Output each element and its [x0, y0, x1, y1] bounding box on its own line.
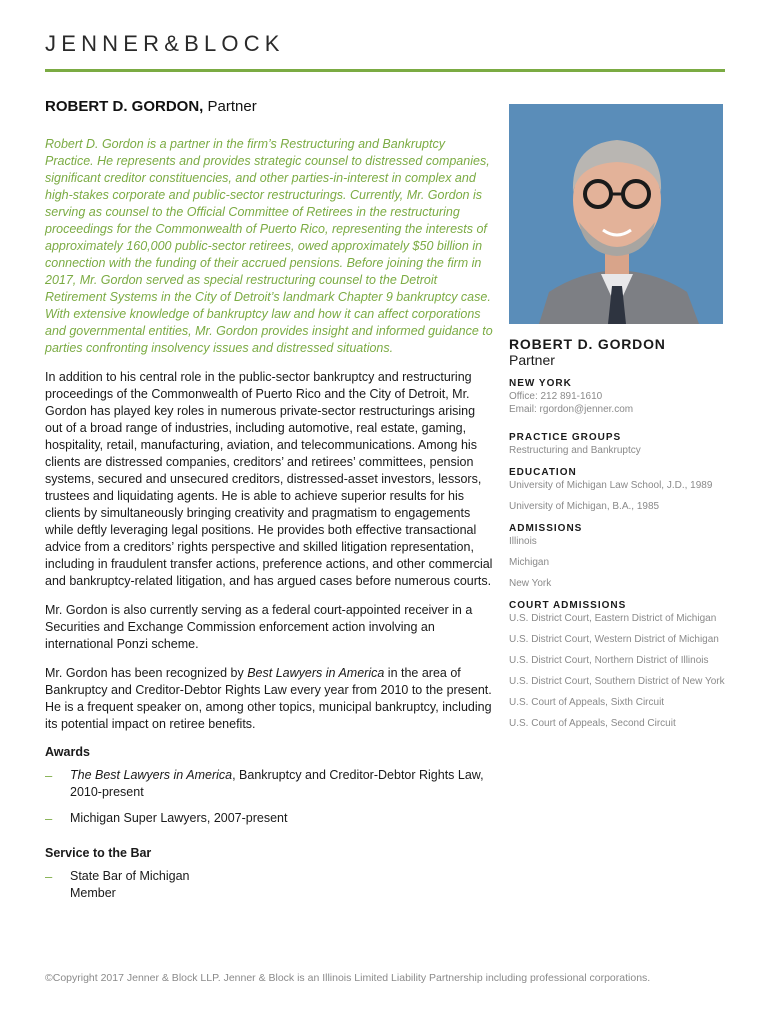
bio-paragraph-3 — [45, 665, 493, 733]
court-admission-item: U.S. District Court, Western District of Michigan — [509, 634, 719, 645]
court-admissions-heading: COURT ADMISSIONS — [509, 600, 627, 611]
award-item-1-em: The Best Lawyers in America — [70, 768, 233, 782]
practice-group-item: Restructuring and Bankruptcy — [509, 445, 641, 456]
award-item-2-text: Michigan Super Lawyers, 2007-present — [70, 811, 288, 825]
bio-paragraph-3-em: Best Lawyers in America — [247, 666, 385, 680]
service-item-line-1: State Bar of Michigan — [70, 869, 190, 883]
award-item-1-text: , Bankruptcy and Creditor-Debtor Rights Law, 2010-present — [70, 768, 484, 799]
awards-heading: Awards — [45, 745, 90, 759]
education-item: University of Michigan Law School, J.D., 1989 — [509, 480, 713, 491]
service-list — [45, 868, 493, 902]
sidebar — [509, 336, 725, 730]
main-column — [45, 98, 493, 911]
admission-item: Michigan — [509, 557, 550, 568]
copyright-footer: ©Copyright 2017 Jenner & Block LLP. Jenner & Block is an Illinois Limited Liability Partnership including professional corporations. — [45, 972, 651, 984]
attorney-role: Partner — [207, 98, 257, 115]
bio-paragraph-2: Mr. Gordon is also currently serving as a federal court-appointed receiver in a Securities and Exchange Commission enforcement action involving an international Ponzi scheme. — [45, 603, 473, 651]
dash-bullet-icon: – — [45, 811, 53, 826]
service-item-line-2: Member — [70, 886, 116, 900]
award-item — [45, 767, 493, 801]
office-heading: NEW YORK — [509, 378, 572, 389]
dash-bullet-icon: – — [45, 768, 53, 783]
court-admission-item: U.S. Court of Appeals, Sixth Circuit — [509, 697, 665, 708]
bio-paragraph-3-post: in the area of Bankruptcy and Creditor-Debtor Rights Law every year from 2010 to the present. He is a frequent speaker on, among other topics, municipal bankruptcy, including its potential impact on retiree benefits. — [45, 666, 492, 731]
court-admission-item: U.S. Court of Appeals, Second Circuit — [509, 718, 676, 729]
intro-paragraph: Robert D. Gordon is a partner in the firm’s Restructuring and Bankruptcy Practice. He represents and provides strategic counsel to distressed companies, significant creditor constituencies, and other parties-in-interest in complex and high-stakes corporate and public-sector restructurings. Currently, Mr. Gordon is serving as counsel to the Official Committee of Retirees in the restructuring proceedings for the Commonwealth of Puerto Rico, representing the interests of approximately 160,000 public-sector retirees, owed approximately $50 billion in connection with the funding of their accrued pensions. Before joining the firm in 2017, Mr. Gordon served as special restructuring counsel to the Detroit Retirement Systems in the City of Detroit’s landmark Chapter 9 bankruptcy case. With extensive knowledge of bankruptcy law and how it can affect corporations and governmental entities, Mr. Gordon provides insight and informed guidance to parties confronting insolvency issues and distressed situations. — [45, 137, 493, 355]
bio-paragraph-1: In addition to his central role in the public-sector bankruptcy and restructuring proceedings of the Commonwealth of Puerto Rico and the City of Detroit, Mr. Gordon has played key roles in numerous private-sector restructurings arising out of a broad range of industries, including automotive, real estate, gaming, hospitality, retail, manufacturing, aviation, and telecommunications. Among his clients are distressed companies, creditors’ and retirees’ committees, pension systems, secured and unsecured creditors, distressed-asset investors, lessors, trustees and liquidating agents. He is able to achieve superior results for his clients by simultaneously bringing creativity and pragmatism to engagements while deftly leveraging legal positions. He provides both effective transactional advice from a creditors’ rights perspective and skilled litigation representation, including in fraudulent transfer actions, preference actions, and other commercial and bankruptcy-related litigation, and has argued cases before numerous courts. — [45, 370, 493, 588]
attorney-name: ROBERT D. GORDON, — [45, 98, 204, 115]
portrait-illustration — [509, 104, 723, 324]
awards-list — [45, 767, 493, 827]
court-admission-item: U.S. District Court, Southern District of New York — [509, 676, 725, 687]
header-rule — [45, 69, 725, 72]
office-email[interactable]: Email: rgordon@jenner.com — [509, 404, 634, 415]
office-phone: Office: 212 891-1610 — [509, 391, 603, 402]
court-admission-item: U.S. District Court, Eastern District of Michigan — [509, 613, 717, 624]
page-title — [45, 98, 493, 115]
admissions-heading: ADMISSIONS — [509, 523, 583, 534]
dash-bullet-icon: – — [45, 869, 53, 884]
admission-item: New York — [509, 578, 552, 589]
firm-logo: JENNER&BLOCK — [45, 31, 285, 56]
education-item: University of Michigan, B.A., 1985 — [509, 501, 660, 512]
court-admission-item: U.S. District Court, Northern District of Illinois — [509, 655, 709, 666]
service-heading: Service to the Bar — [45, 846, 152, 860]
practice-groups-heading: PRACTICE GROUPS — [509, 432, 622, 443]
attorney-photo — [509, 104, 723, 324]
admission-item: Illinois — [509, 536, 537, 547]
education-heading: EDUCATION — [509, 467, 577, 478]
service-item — [45, 868, 493, 902]
award-item — [45, 810, 493, 827]
sidebar-role: Partner — [509, 352, 555, 368]
sidebar-name: ROBERT D. GORDON — [509, 336, 666, 352]
bio-paragraph-3-pre: Mr. Gordon has been recognized by — [45, 666, 248, 680]
